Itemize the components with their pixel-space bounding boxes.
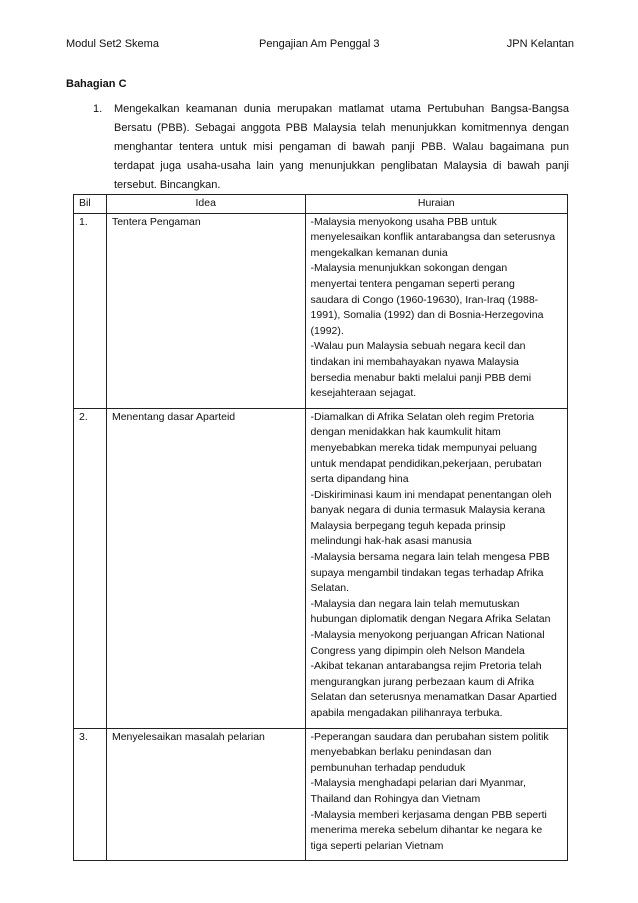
header-huraian: Huraian (305, 195, 567, 214)
question-text: Mengekalkan keamanan dunia merupakan matlamat utama Pertubuhan Bangsa-Bangsa Bersatu (PBB). Sebagai anggota PBB Malaysia telah menunjukkan komitmennya dengan menghantar tentera untuk misi pengaman di bawah panji PBB. Walau bagaimana pun terdapat juga usaha-usaha lain yang menunjukkan penglibatan Malaysia di bawah panji tersebut. Bincangkan. (114, 103, 569, 191)
table-row (74, 728, 568, 861)
huraian-line: banyak negara di dunia termasuk Malaysia kerana (310, 504, 546, 517)
huraian-line: tiga seperti pelarian Vietnam (310, 839, 444, 852)
huraian-line: untuk mendapat pendidikan,pekerjaan, perubatan (310, 457, 542, 470)
huraian-line: Malaysia berpegang teguh kepada prinsip (310, 519, 506, 532)
huraian-line: -Diamalkan di Afrika Selatan oleh regim Pretoria (310, 410, 535, 423)
huraian-line: Selatan. (310, 582, 350, 595)
huraian-line: mengurangkan jurang perbezaan kaum di Afrika (310, 675, 535, 688)
huraian-line: tindakan ini membahayakan nyawa Malaysia (310, 355, 519, 368)
page-header (66, 38, 574, 54)
huraian-line: hubungan diplomatik dengan Negara Afrika Selatan (310, 613, 551, 626)
huraian-line: -Malaysia menghadapi pelarian dari Myanmar, (310, 777, 526, 790)
huraian-line: Congress yang dipimpin oleh Nelson Mandela (310, 644, 525, 657)
huraian-line: saudara di Congo (1960-19630), Iran-Iraq (1988- (310, 293, 539, 306)
cell-huraian (305, 408, 567, 728)
huraian-line: (1992). (310, 324, 344, 337)
header-right: JPN Kelantan (506, 38, 574, 50)
cell-bil: 2. (74, 408, 107, 728)
answer-table (73, 194, 568, 861)
huraian-line: -Malaysia dan negara lain telah memutuskan (310, 597, 520, 610)
huraian-line: serta dipandang hina (310, 473, 409, 486)
huraian-line: pembunuhan terhadap penduduk (310, 761, 466, 774)
huraian-line: -Walau pun Malaysia sebuah negara kecil dan (310, 340, 526, 353)
table-header-row (74, 195, 568, 214)
huraian-line: kesejahteraan sejagat. (310, 387, 417, 400)
huraian-line: 1991), Somalia (1992) dan di Bosnia-Herzegovina (310, 309, 544, 322)
cell-idea: Tentera Pengaman (106, 213, 305, 408)
huraian-line: -Peperangan saudara dan perubahan sistem politik (310, 730, 549, 743)
huraian-line: -Malaysia menyokong usaha PBB untuk (310, 215, 497, 228)
header-idea: Idea (106, 195, 305, 214)
huraian-line: supaya mengambil tindakan tegas terhadap Afrika (310, 566, 544, 579)
table-body (74, 213, 568, 861)
header-bil: Bil (74, 195, 107, 214)
cell-idea: Menyelesaikan masalah pelarian (106, 728, 305, 861)
table-row (74, 408, 568, 728)
huraian-line: menyebabkan mereka tidak mempunyai peluang (310, 441, 537, 454)
section-title: Bahagian C (66, 78, 127, 90)
cell-bil: 1. (74, 213, 107, 408)
huraian-line: -Diskiriminasi kaum ini mendapat penentangan oleh (310, 488, 552, 501)
huraian-line: -Malaysia memberi kerjasama dengan PBB seperti (310, 808, 547, 821)
huraian-line: bersedia menabur bakti melalui panji PBB demi (310, 371, 532, 384)
cell-bil: 3. (74, 728, 107, 861)
cell-huraian (305, 728, 567, 861)
question-number: 1. (93, 103, 103, 115)
huraian-line: melindungi hak-hak asasi manusia (310, 535, 472, 548)
cell-idea: Menentang dasar Aparteid (106, 408, 305, 728)
question-block (93, 100, 569, 195)
cell-huraian (305, 213, 567, 408)
huraian-line: menyebabkan berlaku penindasan dan (310, 746, 492, 759)
huraian-line: -Akibat tekanan antarabangsa rejim Pretoria telah (310, 660, 542, 673)
header-center: Pengajian Am Penggal 3 (259, 38, 380, 50)
huraian-line: dengan menidakkan hak kaumkulit hitam (310, 426, 501, 439)
huraian-line: -Malaysia menyokong perjuangan African National (310, 629, 545, 642)
huraian-line: mengekalkan kemanan dunia (310, 246, 448, 259)
huraian-line: apabila mengadakan pilihanraya terbuka. (310, 707, 503, 719)
header-left: Modul Set2 Skema (66, 38, 159, 50)
huraian-line: -Malaysia menunjukkan sokongan dengan (310, 262, 508, 275)
huraian-line: menerima mereka sebelum dihantar ke negara ke (310, 824, 543, 837)
huraian-line: Selatan dan seterusnya menamatkan Dasar Apartied (310, 691, 557, 704)
huraian-line: menyertai tentera pengaman seperti perang (310, 277, 515, 290)
huraian-line: -Malaysia bersama negara lain telah mengesa PBB (310, 551, 550, 564)
huraian-line: menyelesaikan konflik antarabangsa dan seterusnya (310, 231, 556, 244)
huraian-line: Thailand dan Rohingya dan Vietnam (310, 792, 481, 805)
table-row (74, 213, 568, 408)
